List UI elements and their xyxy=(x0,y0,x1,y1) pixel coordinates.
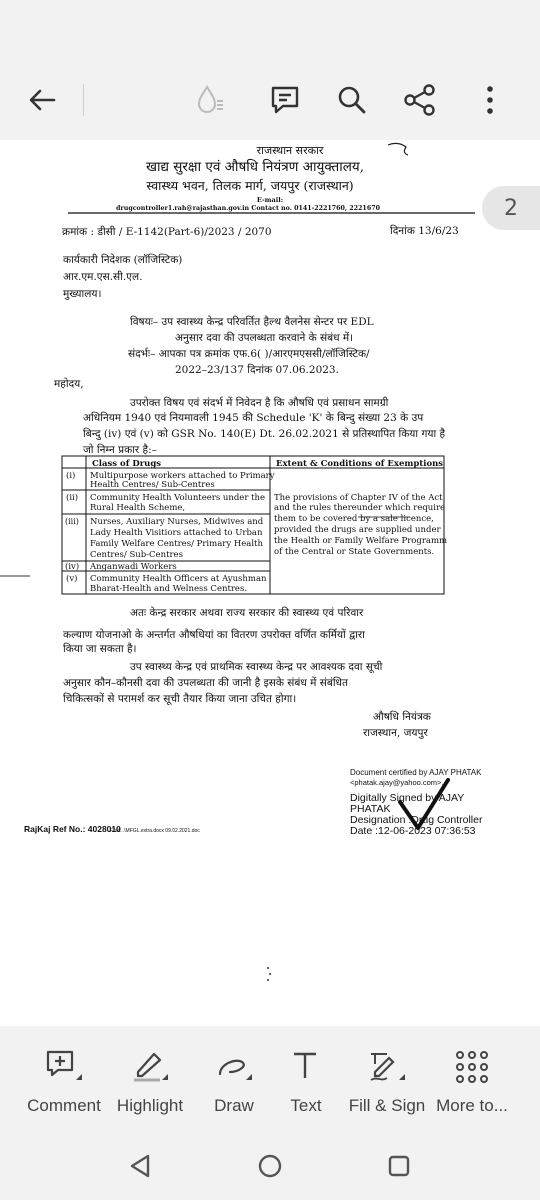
document-content xyxy=(0,140,540,1026)
page-indicator[interactable]: 2 xyxy=(482,186,540,230)
doc-header-top: राजस्थान सरकार xyxy=(256,144,324,157)
doc-signatory-2: राजस्थान, जयपुर xyxy=(363,727,428,739)
comment-tool-label: Comment xyxy=(27,1096,101,1115)
bottom-tools-bar xyxy=(0,1026,540,1132)
doc-para3-line1: उप स्वास्थ्य केन्द्र एवं प्राथमिक स्वास्थ्य केन्द्र पर आवश्यक दवा सूची xyxy=(130,661,383,673)
nav-recents-icon xyxy=(387,1154,411,1178)
highlight-tool[interactable] xyxy=(103,1048,197,1116)
doc-para1-line1: उपरोक्त विषय एवं संदर्भ में निवेदन है कि औषधि एवं प्रसाधन सामग्री xyxy=(130,397,389,409)
doc-para3-line2: अनुसार कौन–कौनसी दवा की उपलब्धता की जानी है इसके संबंध में संबंधित xyxy=(63,677,348,689)
table-row-3-text-1: Nurses, Auxiliary Nurses, Midwives and xyxy=(90,517,264,527)
table-header-class: Class of Drugs xyxy=(92,459,162,469)
doc-ref-number: क्रमांक : डीसी / E-1142(Part-6)/2023 / 2070 xyxy=(62,226,272,238)
table-row-4-num: (iv) xyxy=(65,562,80,572)
doc-header-line2: स्वास्थ्य भवन, तिलक मार्ग, जयपुर (राजस्थान) xyxy=(146,178,354,193)
table-row-5-num: (v) xyxy=(66,574,78,584)
share-icon xyxy=(403,83,437,117)
doc-header-line1: खाद्य सुरक्षा एवं औषधि नियंत्रण आयुक्तालय, xyxy=(145,159,365,175)
page-mark xyxy=(267,967,269,969)
comment-add-icon xyxy=(42,1048,86,1086)
doc-addressee-3: मुख्यालय। xyxy=(63,288,102,300)
fill-sign-icon xyxy=(365,1048,409,1086)
file-path: F:\M...\MFGL.extra.docx 09.02.2021.doc xyxy=(110,828,200,834)
table-row-1-text-1: Multipurpose workers attached to Primary xyxy=(90,471,275,481)
more-tools-button[interactable] xyxy=(425,1048,519,1116)
draw-tool-label: Draw xyxy=(214,1096,254,1115)
table-row-3-text-3: Family Welfare Centres/ Primary Health xyxy=(90,539,263,549)
text-tool-label: Text xyxy=(290,1096,322,1115)
top-toolbar xyxy=(0,60,540,140)
handwritten-signature xyxy=(388,143,408,155)
more-tools-label: More to... xyxy=(436,1096,508,1115)
exemption-text-4: provided the drugs are supplied under xyxy=(274,525,441,535)
search-icon xyxy=(336,84,368,116)
rajkaj-ref: RajKaj Ref No.: 4028010 xyxy=(24,824,121,834)
digital-sign-line-1: Digitally Signed by AJAY xyxy=(350,792,465,804)
table-row-1-num: (i) xyxy=(66,471,76,481)
doc-reference-1: संदर्भः– आपका पत्र क्रमांक एफ.6( )/आरएमएससी/लॉजिस्टिक/ xyxy=(128,348,370,360)
system-nav-bar xyxy=(0,1132,540,1200)
highlight-icon xyxy=(128,1048,172,1086)
exemption-text-3: them to be covered by a sale licence, xyxy=(274,514,434,524)
table-row-3-num: (iii) xyxy=(65,517,79,526)
doc-para1-line4: जो निम्न प्रकार है:– xyxy=(83,444,157,456)
pdf-page[interactable] xyxy=(0,140,540,1026)
page-mark xyxy=(267,979,269,981)
fill-sign-tool[interactable] xyxy=(340,1048,434,1116)
exemption-text-1: The provisions of Chapter IV of the Act xyxy=(274,493,443,503)
comment-tool[interactable] xyxy=(17,1048,111,1116)
exemption-text-5: the Health or Family Welfare Programm xyxy=(274,536,448,546)
highlight-tool-label: Highlight xyxy=(116,1096,184,1115)
table-row-1-text-2: Health Centres/ Sub-Centres xyxy=(90,480,215,490)
doc-para1-line3: बिन्दु (iv) एवं (v) को GSR No. 140(E) Dt. 26.02.2021 से प्रतिस्थापित किया गया है xyxy=(83,428,446,440)
doc-subject-1: विषयः– उप स्वास्थ्य केन्द्र परिवर्तित हैल्थ वैलनेस सेन्टर पर EDL xyxy=(130,316,374,328)
doc-email-line: drugcontroller1.rah@rajasthan.gov.in Contact no. 0141-2221760, 2221670 xyxy=(116,205,380,212)
table-row-3-text-4: Centres/ Sub-Centres xyxy=(90,550,183,560)
table-row-2-num: (ii) xyxy=(66,493,79,503)
back-arrow-icon xyxy=(27,85,57,115)
table-row-4-text-1: Anganwadi Workers xyxy=(90,562,177,572)
share-button[interactable] xyxy=(398,78,442,122)
search-button[interactable] xyxy=(330,78,374,122)
text-tool[interactable] xyxy=(259,1048,353,1116)
digital-sign-line-4: Date :12-06-2023 07:36:53 xyxy=(350,825,476,837)
fill-sign-tool-label: Fill & Sign xyxy=(348,1096,426,1115)
comment-icon xyxy=(269,84,301,116)
digital-sign-line-2: PHATAK xyxy=(350,803,391,815)
more-vert-icon xyxy=(485,85,495,115)
back-button[interactable] xyxy=(20,78,64,122)
table-row-5-text-1: Community Health Officers at Ayushman xyxy=(90,574,267,584)
doc-para2-line1: अतः केन्द्र सरकार अथवा राज्य सरकार की स्वास्थ्य एवं परिवार xyxy=(130,607,364,619)
doc-addressee-1: कार्यकारी निदेशक (लॉजिस्टिक) xyxy=(63,254,183,266)
liquid-mode-button[interactable] xyxy=(188,78,232,122)
more-tools-grid-icon xyxy=(450,1048,494,1086)
doc-salutation: महोदय, xyxy=(54,378,84,390)
doc-reference-2: 2022–23/137 दिनांक 07.06.2023. xyxy=(175,364,339,376)
doc-email-label: E-mail: xyxy=(256,196,284,204)
table-row-2-text-1: Community Health Volunteers under the xyxy=(90,493,266,503)
doc-addressee-2: आर.एम.एस.सी.एल. xyxy=(63,271,143,283)
page-mark xyxy=(269,973,271,975)
cert-line-2: <phatak.ajay@yahoo.com>. xyxy=(350,778,444,787)
doc-date: दिनांक 13/6/23 xyxy=(390,225,459,237)
doc-para2-line3: किया जा सकता है। xyxy=(63,643,137,655)
nav-home-button[interactable] xyxy=(252,1148,288,1184)
cert-line-1: Document certified by AJAY PHATAK xyxy=(350,768,482,777)
text-icon xyxy=(284,1048,328,1086)
doc-para1-line2: अधिनियम 1940 एवं नियमावली 1945 की Schedule 'K' के बिन्दु संख्या 23 के उप xyxy=(83,412,424,424)
comment-button[interactable] xyxy=(263,78,307,122)
doc-para2-line2: कल्याण योजनाओ के अन्तर्गत औषधियां का वितरण उपरोक्त वर्णित कर्मियों द्वारा xyxy=(63,629,365,641)
exemption-text-6: of the Central or State Governments. xyxy=(274,547,435,557)
status-bar xyxy=(0,0,540,60)
more-options-button[interactable] xyxy=(468,78,512,122)
toolbar-divider xyxy=(83,84,84,116)
nav-home-icon xyxy=(257,1153,283,1179)
doc-subject-2: अनुसार दवा की उपलब्धता करवाने के संबंध में। xyxy=(175,332,354,344)
doc-signatory-1: औषधि नियंत्रक xyxy=(373,711,431,723)
liquid-mode-icon xyxy=(195,84,225,116)
nav-recents-button[interactable] xyxy=(381,1148,417,1184)
table-header-exemption: Extent & Conditions of Exemptions xyxy=(276,459,444,469)
table-row-3-text-2: Lady Health Visitiors attached to Urban xyxy=(90,528,263,538)
table-row-5-text-2: Bharat-Health and Welness Centres. xyxy=(90,584,248,594)
doc-para3-line3: चिकित्सकों से परामर्श कर सूची तैयार किया जाना उचित होगा। xyxy=(63,693,297,705)
table-row-2-text-2: Rural Health Scheme, xyxy=(90,503,186,513)
draw-icon xyxy=(212,1048,256,1086)
digital-sign-line-3: Designation :Drug Controller xyxy=(350,814,483,826)
exemption-text-2: and the rules thereunder which require xyxy=(274,503,446,513)
nav-back-icon xyxy=(128,1153,152,1179)
nav-back-button[interactable] xyxy=(122,1148,158,1184)
